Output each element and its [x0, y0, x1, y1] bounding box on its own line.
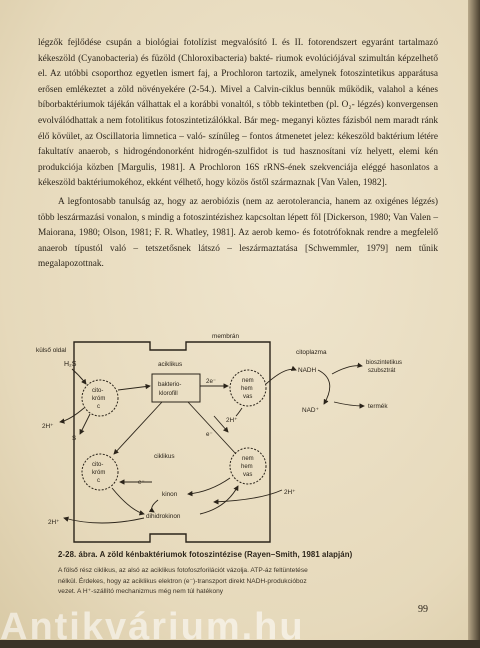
cytochrome-bottom-line2: króm — [92, 470, 106, 476]
text-line: bíborbaktériumok tájékán válhattak el a korábbi vonaltól, s több tekintetben (pl. O₂- — [38, 100, 355, 111]
text-line: meganyi köztes fázisból nem maradt ránk élő kövület, az Oscillatoria limnetica – való- — [38, 115, 438, 142]
bacteriochlorophyll-line1: bakterio- — [158, 382, 182, 388]
nonheme-bottom-line3: vas — [243, 472, 253, 478]
text-line: légzők fejlődése csupán a biológiai fotolízist megvalósító I. és II. fotorendszert — [38, 38, 358, 48]
arrow-to-2h-middle — [236, 408, 242, 416]
two-h-bottom-left-label: 2H⁺ — [48, 519, 60, 526]
arrow-cyt-to-bchl — [118, 386, 150, 390]
biosynthetic-line1: bioszintetikus — [366, 360, 403, 366]
membrane-outline — [74, 342, 270, 542]
arrow-to-product — [334, 402, 364, 406]
product-label: termék — [368, 403, 388, 410]
text-line: produkciója közben [Margulis, 1981]. A Prochloron 16S rRNS-ének szekvenciája — [38, 162, 358, 173]
paragraph-2 — [38, 195, 438, 273]
text-line: faj, a Prochloron tartozik, amelynek fotoszintetikus apparátusa erősen emlékeztet a — [38, 69, 439, 95]
nonheme-bottom-line1: nem — [242, 456, 254, 462]
arrow-quinone-to-dihydro — [152, 500, 158, 512]
text-line: eléggé hasonlatos a kékeszöld baktériumokéhoz, ekként vélhető, hogy közös őstől — [38, 162, 438, 189]
cytochrome-top-line1: cito- — [92, 388, 104, 394]
e-minus-label-2: e⁻ — [138, 479, 145, 486]
cyclic-label: ciklikus — [154, 453, 175, 460]
two-e-label: 2e⁻ — [206, 378, 217, 385]
cytochrome-bottom-line3: c — [97, 478, 100, 484]
arrow-to-sulfur — [80, 414, 90, 434]
text-line: megalapozottnak. — [38, 259, 104, 270]
nadh-label: NADH — [298, 367, 317, 374]
figure-caption-title: 2-28. ábra. A zöld kénbaktériumok fotoszintézise (Rayen–Smith, 1981 alapján) — [58, 550, 353, 559]
cytoplasm-label: citoplazma — [296, 349, 327, 356]
arrow-to-2h-bottom-left — [64, 518, 144, 523]
nonheme-top-line2: hem — [241, 386, 253, 392]
two-h-middle-label: 2H⁺ — [226, 417, 238, 424]
e-minus-label-1: e⁻ — [206, 431, 213, 438]
text-line: légzés) konvergensen evolválódhattak a nem fotolitikus fotoszintetizálókkal. Bár meg- — [38, 100, 438, 126]
cytochrome-top-line2: króm — [92, 396, 106, 402]
nonheme-top-line3: vas — [243, 394, 253, 400]
text-line: A legfontosabb tanulság az, hogy az aerobiózis (nem az aerotolerancia, — [58, 196, 332, 207]
caption-line: nélkül. Érdekes, hogy az aciklikus elektron (e⁻)-transzport direkt NADH-produkcióboz — [58, 577, 307, 585]
text-line: színűleg – fontos átmenetet jelez: kékeszöld baktérium létére fakultatív anaerob, s — [38, 131, 438, 158]
dihydroquinone-label: dihidrokinon — [146, 513, 181, 520]
text-line: hanem az oxigénes légzés) több leszármazási vonalon, s mindig a fotoszintézishez — [38, 196, 439, 223]
arrow-cyt-to-dihydro — [112, 488, 144, 514]
watermark-logo: Antikvárium.hu — [0, 606, 305, 648]
bacteriochlorophyll-line2: klorofill — [159, 391, 178, 397]
text-line: típustól való – tetszetősnek látszó – leszármaztatása [Schwemmler, 1979] nem tűnik — [74, 243, 439, 254]
arrow-bchl-to-cyt-bottom — [114, 402, 162, 454]
text-line: hidrogéndonorként hidrogén-szulfidot is tud hasznosítani víz helyett, elemi kén — [123, 147, 439, 158]
text-line: származnak [Van Valen, 1982]. — [271, 178, 387, 189]
arrow-nadh-to-nad — [318, 370, 330, 404]
text-line: egyaránt tartalmazó kékeszöld (Cyanobacteria) és füzöld (Chloroxibacteria) bakté- — [38, 38, 439, 64]
caption-line: vezet. A H⁺-szállító mechanizmus még nem túl hatékony — [58, 588, 224, 596]
body-text — [38, 36, 438, 273]
paragraph-1 — [38, 36, 438, 192]
quinone-label: kinon — [162, 491, 178, 498]
arrow-from-2h-right — [214, 490, 282, 502]
biosynthetic-line2: szubsztrát — [368, 368, 396, 374]
acyclic-label: aciklikus — [158, 361, 183, 368]
two-h-right-label: 2H⁺ — [284, 489, 296, 496]
cytochrome-bottom-line1: cito- — [92, 462, 104, 468]
photosynthesis-diagram — [36, 333, 450, 548]
arrow-to-quinone — [188, 478, 230, 494]
nad-label: NAD⁺ — [302, 407, 319, 414]
h2s-label: H₂S — [64, 361, 77, 368]
line-bchl-to-nonheme-bottom — [188, 402, 236, 454]
text-line: F. R. Whatley, 1981]. Az aerob kemo- és fototrófoknak rendre a megfelelő anaerob — [38, 228, 439, 254]
nonheme-top-line1: nem — [242, 378, 254, 384]
arrow-to-2h-top-left — [60, 408, 84, 422]
text-line: kapcsoltan lépett föl [Dickerson, 1980; Van Valen – Maiorana, 1980; Olson, 1981; — [38, 212, 439, 239]
page-number: 99 — [418, 604, 428, 615]
arrow-to-substrate — [332, 366, 362, 374]
text-line: riumok evolúciójával szimultán képzelhető el. Az utóbbi csoporthoz egyetlen ismert — [38, 53, 438, 80]
bacteriochlorophyll-box — [152, 374, 200, 402]
book-spine-shadow — [468, 0, 480, 640]
sulfur-label: S — [72, 435, 77, 442]
nonheme-bottom-line2: hem — [241, 464, 253, 470]
two-h-top-left-label: 2H⁺ — [42, 423, 54, 430]
figure-caption-body — [58, 566, 448, 598]
membrane-label: membrán — [212, 333, 239, 340]
caption-line: A fölső rész ciklikus, az alsó az aciklikus fotofoszforilációt vázolja. ATP-áz feltüntetése — [58, 567, 308, 574]
outer-side-label: külső oldal — [36, 347, 67, 354]
cytochrome-top-line3: c — [97, 404, 100, 410]
text-line: zöld növényekére (2-54.). Mivel a Calvin-ciklus bennük működik, valahol a kénes — [117, 84, 438, 95]
